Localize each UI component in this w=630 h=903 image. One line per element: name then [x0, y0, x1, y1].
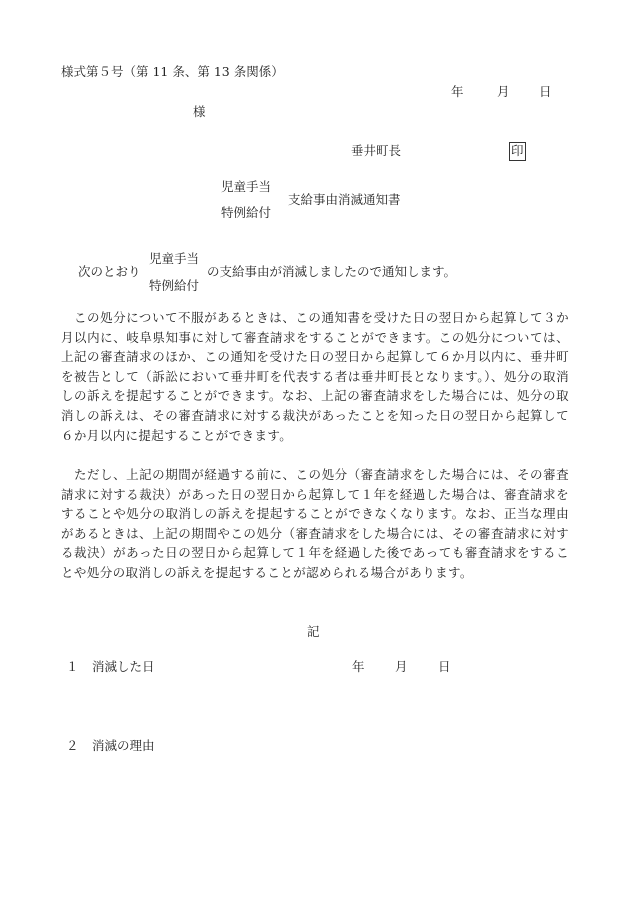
- appeal-instructions-paragraph-1: この処分について不服があるときは、この通知書を受けた日の翌日から起算して３か月以内に、岐阜県知事に対して審査請求をすることができます。この処分については、上記の審査請求のほか、この通知を受けた日の翌日から起算して６か月以内に、垂井町を被告として（訴訟において垂井町を代表する者は垂井町長となります。）、処分の取消しの訴えを提起することができます。なお、上記の審査請求をした場合には、処分の取消しの訴えは、その審査請求に対する裁決があったことを知った日の翌日から起算して６か月以内に提起することができます。: [61, 310, 569, 443]
- notice-prefix: 次のとおり: [78, 264, 141, 279]
- date-year-label: 年: [451, 84, 464, 99]
- seal-mark: 印: [509, 142, 526, 161]
- item-month-label: 月: [395, 659, 408, 674]
- item-year-label: 年: [352, 659, 365, 674]
- item-day-label: 日: [438, 659, 451, 674]
- title-option-special-benefit: 特例給付: [221, 205, 272, 220]
- document-title: 支給事由消滅通知書: [288, 192, 401, 207]
- item-label-extinction-reason: 消滅の理由: [92, 738, 155, 753]
- appeal-instructions-paragraph-2: ただし、上記の期間が経過する前に、この処分（審査請求をした場合には、その審査請求に対する裁決）があった日の翌日から起算して１年を経過した場合は、審査請求をすることや処分の取消しの訴えを提起することができなくなります。なお、正当な理由があるときは、上記の期間やこの処分（審査請求をした場合には、その審査請求に対する裁決）があった日の翌日から起算して１年を経過した後であっても審査請求をすることや処分の取消しの訴えを提起することが認められる場合があります。: [61, 467, 569, 580]
- date-month-label: 月: [497, 84, 510, 99]
- addressee-suffix: 様: [193, 104, 206, 119]
- issuer-name: 垂井町長: [351, 143, 402, 158]
- item-number: １: [66, 659, 79, 674]
- form-number: 様式第５号（第 11 条、第 13 条関係）: [61, 64, 284, 79]
- date-day-label: 日: [539, 84, 552, 99]
- record-heading: 記: [307, 624, 320, 639]
- item-number: ２: [66, 738, 79, 753]
- item-label-extinction-date: 消滅した日: [92, 659, 155, 674]
- notice-suffix: の支給事由が消滅しましたので通知します。: [207, 264, 457, 279]
- notice-option-child-allowance: 児童手当: [149, 251, 200, 266]
- notice-option-special-benefit: 特例給付: [149, 278, 200, 293]
- title-option-child-allowance: 児童手当: [221, 179, 272, 194]
